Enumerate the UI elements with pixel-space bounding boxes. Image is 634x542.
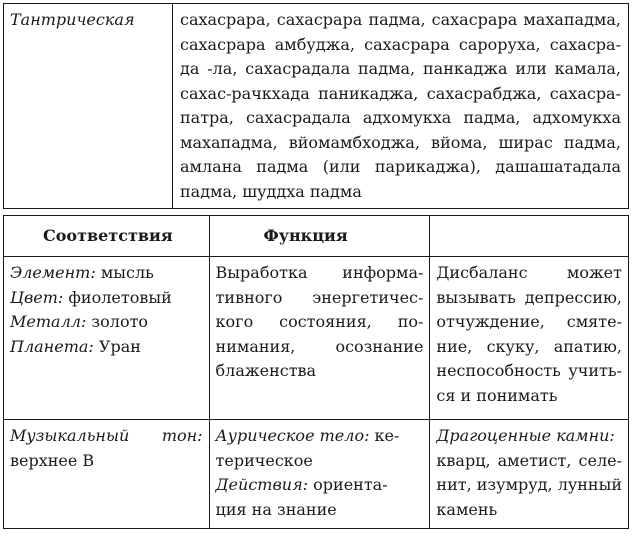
element-label: Элемент: (10, 263, 96, 282)
tantric-line: падма, шуддха падма (180, 181, 362, 201)
music-tone-value: верхнее B (10, 450, 95, 470)
tantric-names-cell (173, 4, 629, 209)
gemstones-line: камень (436, 499, 498, 519)
correspondences-table (3, 215, 629, 529)
metal-label: Металл: (10, 312, 87, 331)
tantric-line: сахасрара амбуджа, сахасрара сароруха, сахасра- (180, 34, 621, 54)
header-row (4, 216, 629, 257)
function-line: кого состояния, по- (215, 312, 424, 331)
tantric-line: да -ла, сахасрадала падма, панкаджа или камала, (180, 59, 621, 78)
music-tone-label: Музыкальный тон: (10, 426, 203, 445)
imbalance-line: ся и понимать (436, 385, 558, 405)
function-line: Выработка информа- (215, 263, 424, 282)
aura-value-cont: терическое (215, 450, 313, 470)
color-label: Цвет: (10, 287, 64, 307)
color-line (10, 286, 203, 311)
aura-action-cell (209, 420, 430, 529)
tantric-line: патра, сахасрадала адхомукха падма, адхомукха (180, 108, 621, 127)
imbalance-cell (430, 257, 629, 420)
table-row (4, 420, 629, 529)
gemstones-line: нит, изумруд, лунный (436, 475, 622, 494)
tantric-line: махападма, вйомамбходжа, вйома, ширас падма, (180, 132, 621, 152)
imbalance-line: Дисбаланс может (436, 263, 622, 282)
function-line: блаженства (215, 361, 317, 380)
header-function: Функция (209, 216, 430, 257)
tantric-names-table (3, 3, 629, 209)
tantric-label-cell (4, 4, 173, 209)
tantric-line: амлана падма (или парикаджа), дашашатадала (180, 157, 621, 176)
tantric-label: Тантрическая (10, 10, 135, 29)
action-value: ориента- (308, 475, 388, 494)
element-value: мысль (95, 263, 154, 282)
header-correspondences: Соответствия (4, 216, 210, 257)
music-tone-cell (4, 420, 210, 529)
metal-value: золото (86, 312, 149, 331)
gemstones-cell (430, 420, 629, 529)
correspondences-cell (4, 257, 210, 420)
gemstones-label: Драгоценные камни: (436, 426, 615, 445)
aura-label: Аурическое тело: (215, 426, 370, 445)
function-line: тивного энергетичес- (215, 287, 424, 307)
imbalance-line: неспособность учить- (436, 361, 622, 380)
planet-label: Планета: (10, 336, 94, 356)
action-line (216, 473, 424, 498)
aura-line (216, 424, 424, 449)
header-empty (430, 216, 629, 257)
action-value-cont: ция на знание (215, 499, 337, 519)
gemstones-line: кварц, аметист, селе- (436, 450, 622, 470)
function-cell (209, 257, 430, 420)
table-row (4, 257, 629, 420)
planet-line (10, 335, 203, 360)
color-value: фиолетовый (63, 287, 172, 307)
metal-line (10, 310, 203, 335)
imbalance-line: отчуждение, смяте- (436, 312, 622, 331)
action-label: Действия: (215, 475, 309, 494)
aura-value: ке- (369, 426, 400, 445)
imbalance-line: ние, скуку, апатию, (436, 336, 622, 356)
tantric-line: сахасрара, сахасрара падма, сахасрара махападма, (180, 10, 621, 29)
planet-value: Уран (93, 336, 141, 356)
element-line (10, 261, 203, 286)
tantric-line: сахас-рачкхада паникаджа, сахасрабджа, сахасра- (180, 83, 621, 103)
imbalance-line: вызывать депрессию, (436, 287, 622, 307)
function-line: нимания, осознание (215, 336, 424, 356)
tantric-row (4, 4, 629, 209)
